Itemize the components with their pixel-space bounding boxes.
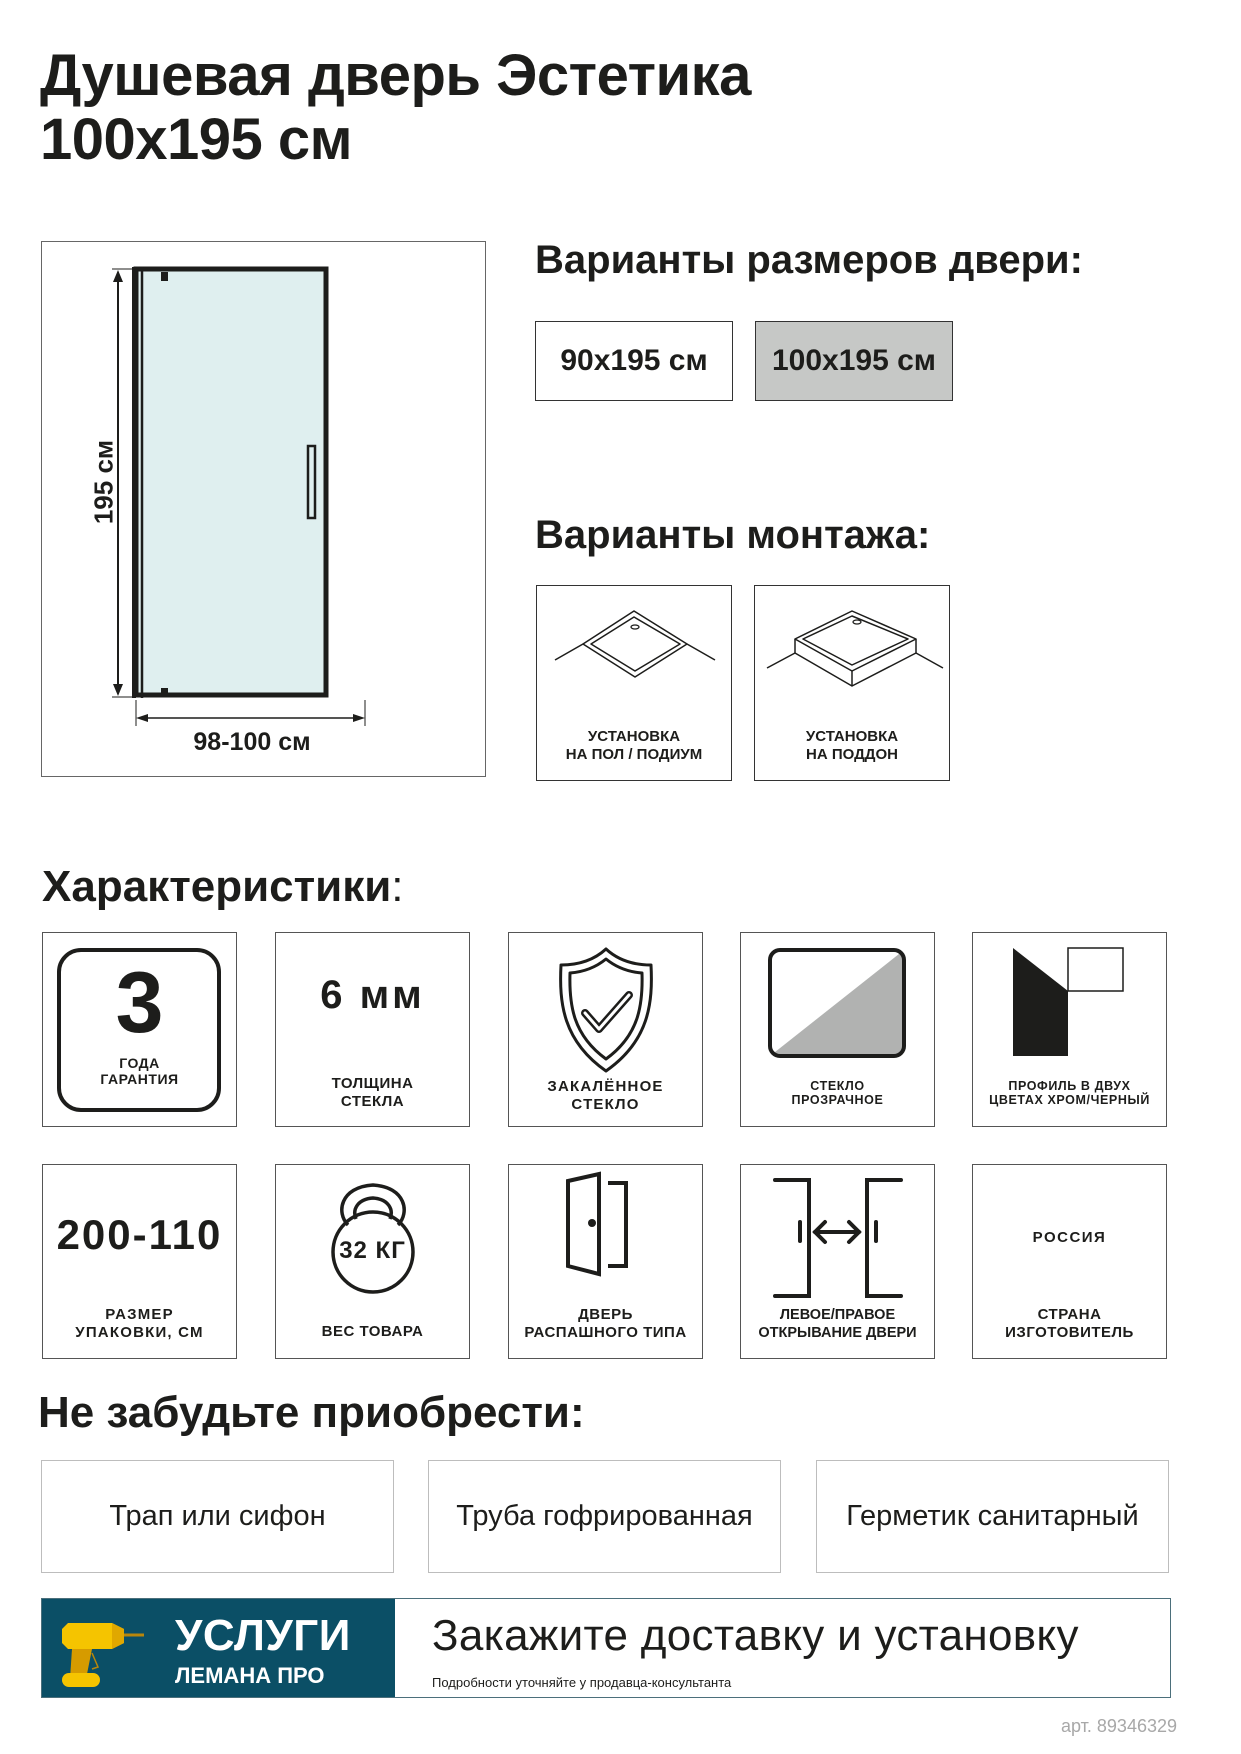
feature-country [972,1164,1167,1359]
page-title [40,44,751,172]
warranty-years-value: 3 [115,955,164,1051]
weight-label: ВЕС ТОВАРА [321,1323,424,1340]
profile-colors-label: ПРОФИЛЬ В ДВУХ ЦВЕТАХ ХРОМ/ЧЕРНЫЙ [989,1079,1150,1107]
country-label: СТРАНА ИЗГОТОВИТЕЛЬ [1005,1306,1134,1341]
feature-package-size [42,1164,237,1359]
article-number: арт. 89346329 [1061,1716,1177,1736]
features-heading: Характеристики: [42,862,404,911]
door-diagram [41,241,486,777]
mount-option-floor [536,585,732,781]
tempered-glass-label: ЗАКАЛЁННОЕ СТЕКЛО [547,1078,664,1113]
drill-icon [62,1613,152,1689]
services-subtitle: ЛЕМАНА ПРО [175,1663,325,1688]
feature-glass-thickness [275,932,470,1127]
delivery-cta: Закажите доставку и установку [432,1611,1079,1660]
size-option-90x195[interactable]: 90x195 см [535,321,733,401]
mount-tray-label: УСТАНОВКА НА ПОДДОН [805,728,899,763]
title-line-2: 100x195 см [40,107,353,172]
feature-profile-colors [972,932,1167,1127]
sizes-heading: Варианты размеров двери: [535,238,1083,282]
mount-option-tray [754,585,950,781]
feature-left-right-opening [740,1164,935,1359]
mounting-heading: Варианты монтажа: [535,513,931,557]
also-buy-heading: Не забудьте приобрести: [38,1388,585,1437]
also-buy-item-pipe[interactable]: Труба гофрированная [428,1460,781,1573]
left-right-opening-label: ЛЕВОЕ/ПРАВОЕ ОТКРЫВАНИЕ ДВЕРИ [758,1307,917,1341]
services-banner[interactable] [41,1598,1171,1698]
size-option-100x195[interactable]: 100x195 см [755,321,953,401]
height-dimension-label: 195 см [88,439,119,525]
clear-glass-label: СТЕКЛО ПРОЗРАЧНОЕ [791,1079,884,1107]
swing-door-label: ДВЕРЬ РАСПАШНОГО ТИПА [524,1306,687,1341]
package-size-label: РАЗМЕР УПАКОВКИ, СМ [75,1306,204,1341]
services-panel [42,1599,395,1697]
feature-weight [275,1164,470,1359]
feature-clear-glass [740,932,935,1127]
also-buy-item-sealant[interactable]: Герметик санитарный [816,1460,1169,1573]
width-dimension-label: 98-100 см [193,728,311,756]
services-title: УСЛУГИ [175,1611,351,1660]
feature-warranty [42,932,237,1127]
weight-value: 32 КГ [339,1237,406,1264]
feature-swing-door [508,1164,703,1359]
title-line-1: Душевая дверь Эстетика [40,43,751,108]
feature-tempered-glass [508,932,703,1127]
also-buy-item-drain[interactable]: Трап или сифон [41,1460,394,1573]
country-value: РОССИЯ [1032,1229,1107,1246]
glass-thickness-label: ТОЛЩИНА СТЕКЛА [331,1075,414,1110]
warranty-label: ГОДА ГАРАНТИЯ [100,1055,179,1087]
glass-thickness-value: 6 мм [320,973,425,1017]
delivery-note: Подробности уточняйте у продавца-консультанта [432,1675,732,1690]
package-size-value: 200-110 [56,1211,223,1258]
mount-floor-label: УСТАНОВКА НА ПОЛ / ПОДИУМ [565,728,703,763]
